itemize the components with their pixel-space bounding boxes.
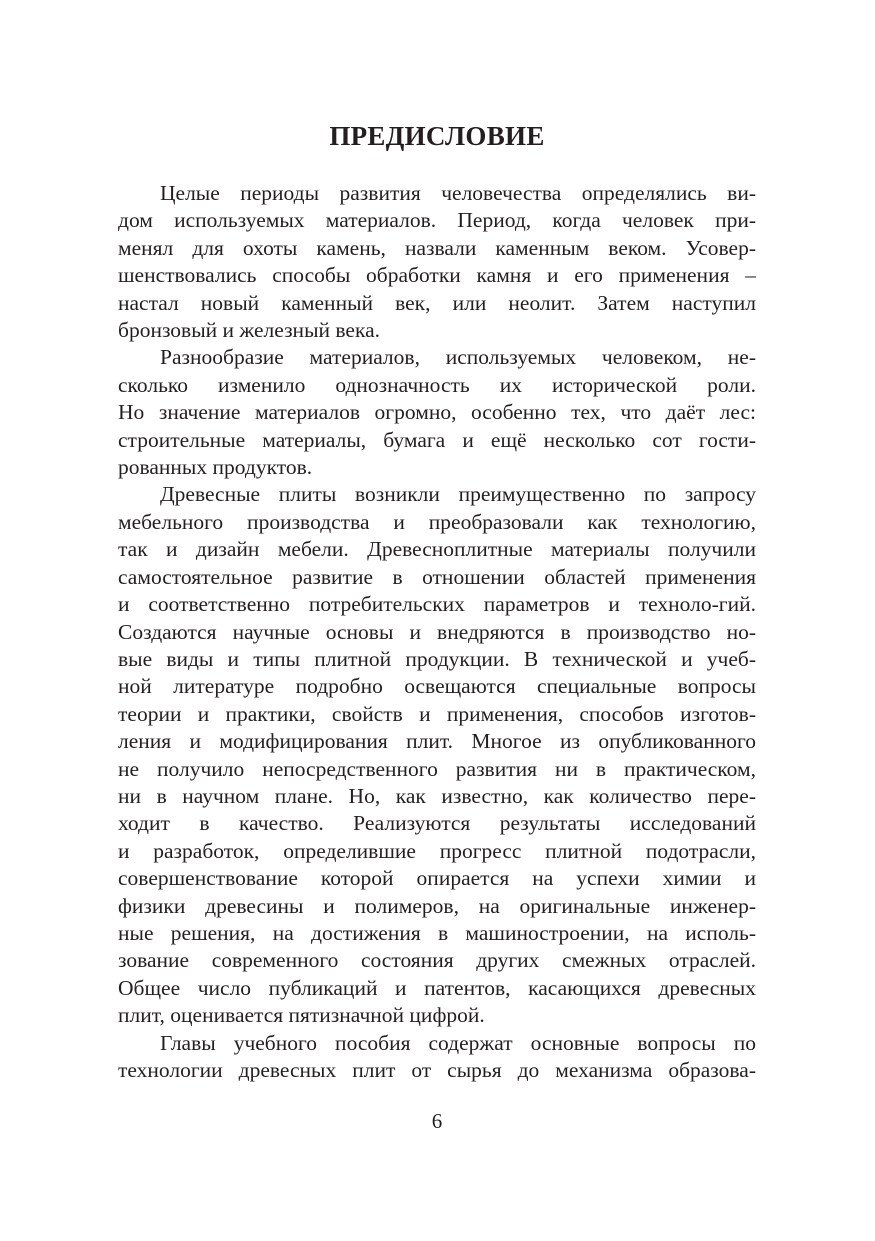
text-line: не получило непосредственного развития ни в практическом, [118, 756, 756, 781]
text-line: рованных продуктов. [118, 455, 313, 480]
text-line: Общее число публикаций и патентов, касающихся древесных [118, 975, 756, 1000]
text-line: ления и модифицирования плит. Многое из опубликованного [118, 729, 756, 754]
text-line: плит, оценивается пятизначной цифрой. [118, 1003, 485, 1028]
text-line: ной литературе подробно освещаются специальные вопросы [118, 674, 756, 699]
page-title: ПРЕДИСЛОВИЕ [329, 121, 545, 151]
text-line: и разработок, определившие прогресс плитной подотрасли, [118, 838, 756, 863]
paragraph [118, 344, 756, 481]
text-line: Но значение материалов огромно, особенно тех, что даёт лес: [118, 400, 756, 425]
text-line: мебельного производства и преобразовали как технологию, [118, 509, 756, 534]
text-line: строительные материалы, бумага и ещё несколько сот гости- [118, 427, 756, 452]
text-line: настал новый каменный век, или неолит. Затем наступил [118, 290, 756, 315]
body-text [118, 180, 756, 1084]
text-line: Главы учебного пособия содержат основные вопросы по [160, 1030, 756, 1055]
text-line: Разнообразие материалов, используемых человеком, не- [160, 345, 756, 370]
text-line: ные решения, на достижения в машиностроении, на исполь- [118, 920, 756, 945]
text-line: теории и практики, свойств и применения, способов изготов- [118, 701, 756, 726]
text-line: самостоятельное развитие в отношении областей применения [118, 564, 756, 589]
text-line: и соответственно потребительских параметров и техноло-гий. [118, 592, 756, 617]
text-line: дом используемых материалов. Период, когда человек при- [118, 208, 756, 233]
text-line: так и дизайн мебели. Древесноплитные материалы получили [118, 537, 756, 562]
text-line: Создаются научные основы и внедряются в производство но- [118, 619, 756, 644]
text-line: бронзовый и железный века. [118, 318, 380, 343]
text-line: Древесные плиты возникли преимущественно по запросу [160, 482, 756, 507]
text-line: шенствовались способы обработки камня и его применения – [118, 263, 756, 288]
text-line: менял для охоты камень, назвали каменным веком. Усовер- [118, 235, 756, 260]
text-line: зование современного состояния других смежных отраслей. [118, 948, 756, 973]
paragraph [118, 481, 756, 1029]
text-line: Целые периоды развития человечества определялись ви- [160, 181, 756, 205]
paragraph [118, 180, 756, 344]
text-line: вые виды и типы плитной продукции. В технической и учеб- [118, 646, 756, 671]
paragraph [118, 1030, 756, 1085]
text-line: технологии древесных плит от сырья до механизма образова- [118, 1058, 756, 1082]
page-number: 6 [431, 1109, 443, 1133]
text-line: совершенствование которой опирается на успехи химии и [118, 866, 756, 891]
text-line: сколько изменило однозначность их исторической роли. [118, 372, 756, 397]
text-line: физики древесины и полимеров, на оригинальные инженер- [118, 893, 756, 918]
text-line: ни в научном плане. Но, как известно, как количество пере- [118, 783, 756, 808]
text-line: ходит в качество. Реализуются результаты исследований [118, 811, 756, 836]
